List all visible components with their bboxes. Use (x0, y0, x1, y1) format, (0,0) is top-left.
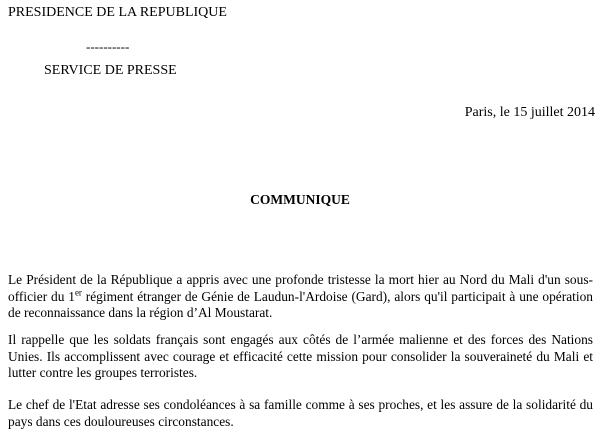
paragraph-1-text-start: Le Président de la République a appris avec une profonde tristesse la mort hier au Nord du Mali d'un sous-officier du 1 (8, 272, 593, 304)
header-separator: ---------- (86, 39, 130, 54)
ordinal-superscript: er (74, 287, 82, 298)
document-title: COMMUNIQUE (250, 192, 350, 207)
paragraph-1 (8, 272, 593, 322)
paragraph-3: Le chef de l'Etat adresse ses condoléances à sa famille comme à ses proches, et les assure de la solidarité du pays dans ces douloureuses circonstances. (8, 397, 593, 429)
department-header: SERVICE DE PRESSE (44, 63, 177, 78)
paragraph-2: Il rappelle que les soldats français sont engagés aux côtés de l’armée malienne et des forces des Nations Unies. Ils accomplissent avec courage et efficacité cette mission pour consolider la souveraineté du Mali et lutter contre les groupes terroristes. (8, 332, 593, 380)
paragraph-1-text-end: régiment étranger de Génie de Laudun-l'Ardoise (Gard), alors qu'il participait à une opération de reconnaissance dans la région d’Al Moustarat. (8, 288, 593, 320)
institution-header: PRESIDENCE DE LA REPUBLIQUE (8, 5, 227, 20)
dateline: Paris, le 15 juillet 2014 (464, 105, 595, 120)
